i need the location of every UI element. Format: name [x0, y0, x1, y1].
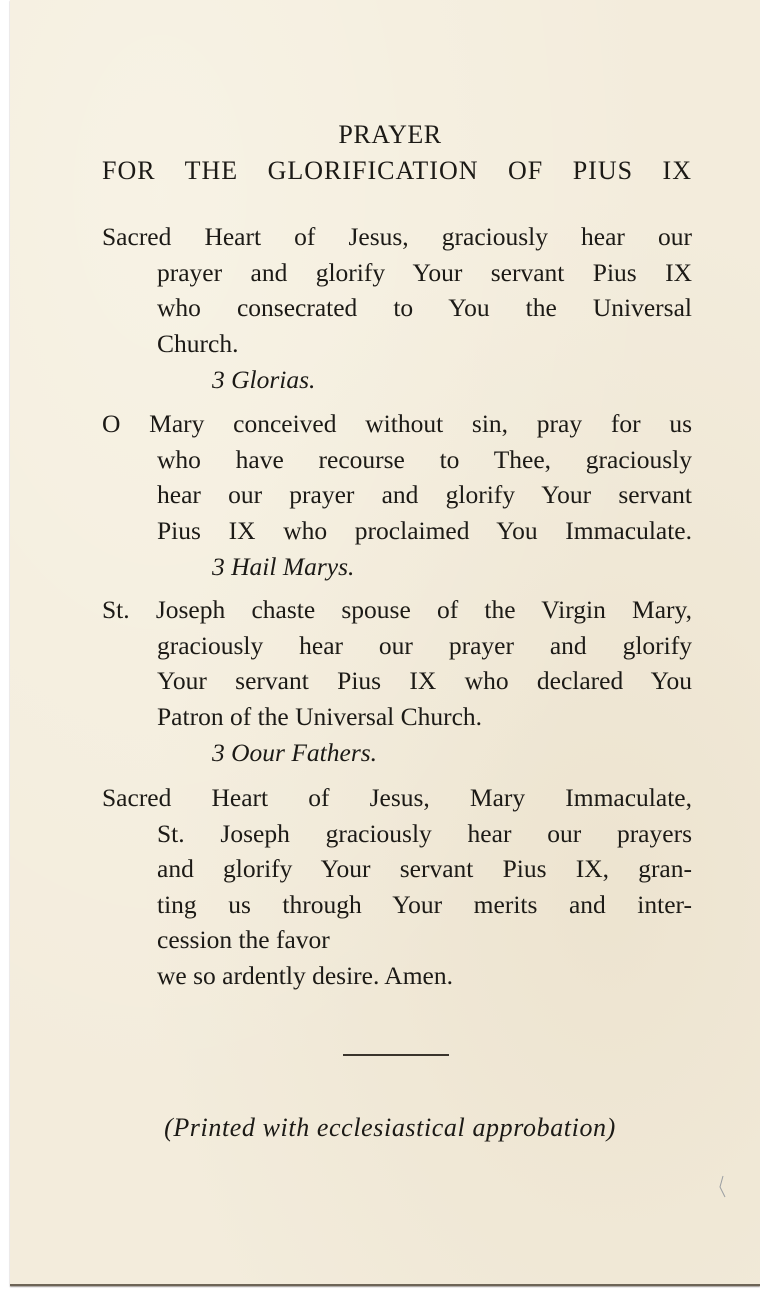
prayer-line: graciously hear our prayer and glorify: [157, 630, 692, 660]
prayer-line: Sacred Heart of Jesus, Mary Immaculate,: [102, 783, 692, 812]
prayer-line: hear our prayer and glorify Your servant: [157, 480, 692, 509]
prayer-sacred-heart: [102, 219, 692, 398]
prayer-line: O Mary conceived without sin, pray for us: [102, 409, 692, 438]
prayer-closing: [102, 780, 692, 993]
section-divider: [343, 1054, 449, 1056]
prayer-line: we so ardently desire. Amen.: [157, 960, 454, 990]
prayer-line: Pius IX who proclaimed You Immaculate.: [157, 515, 692, 545]
prayer-joseph: [102, 592, 692, 771]
prayer-line: ting us through Your merits and inter-: [157, 889, 692, 919]
prayer-line: St. Joseph chaste spouse of the Virgin Mary,: [102, 595, 692, 624]
prayer-line: Church.: [157, 328, 239, 358]
prayer-response: 3 Hail Marys.: [212, 552, 355, 581]
prayer-line: St. Joseph graciously hear our prayers: [157, 818, 692, 848]
prayer-line: prayer and glorify Your servant Pius IX: [157, 257, 692, 287]
prayer-card: [10, 0, 760, 1286]
prayer-line: who have recourse to Thee, graciously: [157, 444, 692, 474]
prayer-line: Sacred Heart of Jesus, graciously hear our: [102, 222, 692, 251]
approbation-note: (Printed with ecclesiastical approbation): [164, 1113, 616, 1142]
prayer-mary: [102, 406, 692, 585]
prayer-line: and glorify Your servant Pius IX, gran-: [157, 854, 692, 883]
card-subtitle: FOR THE GLORIFICATION OF PIUS IX: [102, 156, 692, 185]
paper-fiber-mark: [717, 1175, 727, 1199]
prayer-response: 3 Glorias.: [212, 365, 316, 394]
prayer-line: cession the favor: [157, 925, 330, 954]
prayer-line: who consecrated to You the Universal: [157, 293, 692, 322]
prayer-line: Your servant Pius IX who declared You: [157, 666, 692, 695]
card-title: PRAYER: [338, 120, 442, 149]
prayer-response: 3 Oour Fathers.: [212, 738, 378, 767]
prayer-line: Patron of the Universal Church.: [157, 701, 483, 731]
